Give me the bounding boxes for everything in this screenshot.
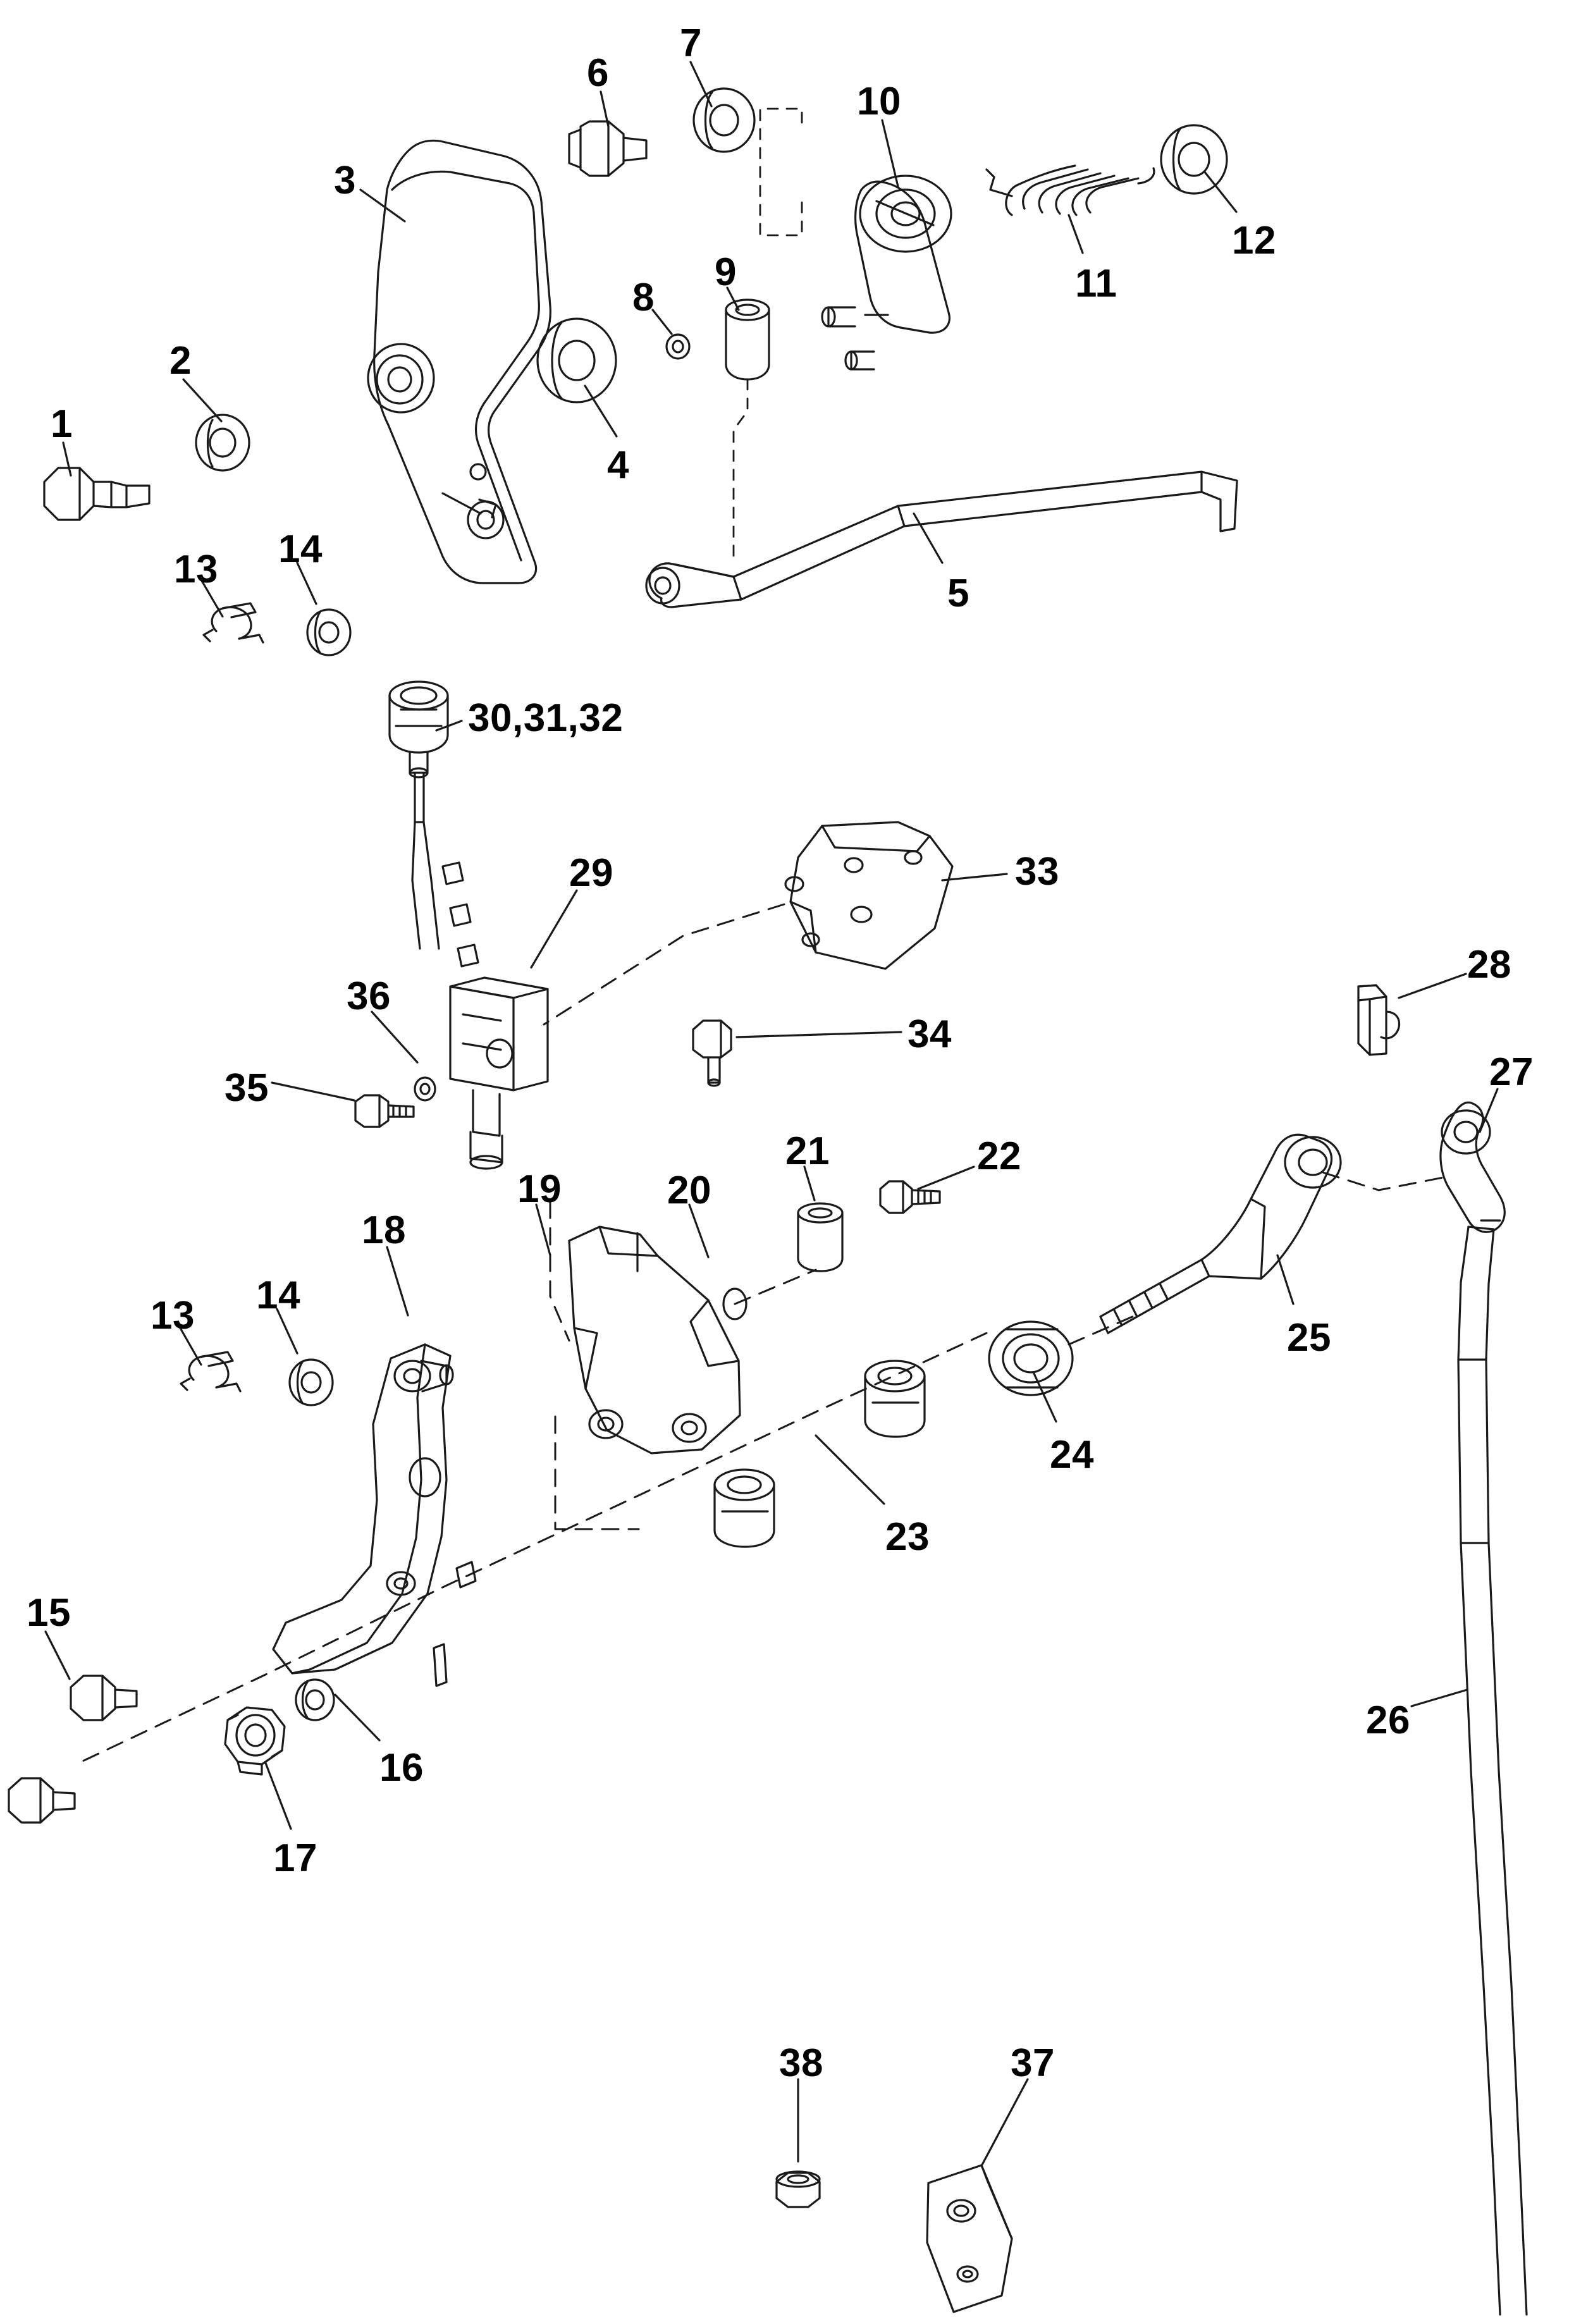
leader-line-11 xyxy=(1069,215,1083,253)
part-2-washer xyxy=(196,415,249,470)
callout-35: 35 xyxy=(225,1066,269,1110)
part-26-long-shift-rod xyxy=(1458,1227,1527,2315)
leader-line-22 xyxy=(918,1167,974,1189)
part-8-ball-bearing xyxy=(667,335,689,359)
callout-5: 5 xyxy=(947,572,969,615)
leader-line-5 xyxy=(914,513,942,563)
callout-14b: 14 xyxy=(256,1274,300,1317)
callout-34: 34 xyxy=(907,1012,952,1056)
leader-line-20 xyxy=(689,1205,708,1257)
part-37-anchor-plate xyxy=(927,2165,1012,2312)
part-34-mounting-bolt xyxy=(693,1021,731,1086)
part-14-washer-upper xyxy=(307,610,350,655)
part-7-washer-ring xyxy=(694,89,754,152)
part-17-lock-nut xyxy=(225,1707,285,1774)
callout-7: 7 xyxy=(680,22,702,65)
callout-18: 18 xyxy=(362,1208,406,1252)
callout-2: 2 xyxy=(169,339,192,383)
part-4-large-washer xyxy=(538,319,616,402)
leader-line-24 xyxy=(1034,1374,1056,1422)
part-15-hex-bolts xyxy=(9,1676,137,1823)
leader-line-23 xyxy=(816,1436,884,1504)
callout-24: 24 xyxy=(1050,1433,1094,1477)
callout-28: 28 xyxy=(1467,943,1511,987)
callout-33: 33 xyxy=(1015,850,1059,894)
part-29-shift-actuator xyxy=(412,822,548,1169)
part-9-spacer-bushing xyxy=(726,300,769,379)
callout-25: 25 xyxy=(1287,1316,1331,1360)
callout-21: 21 xyxy=(785,1129,830,1173)
leader-line-10 xyxy=(882,120,898,187)
leader-line-17 xyxy=(266,1763,291,1829)
callout-38: 38 xyxy=(779,2041,823,2085)
callout-13b: 13 xyxy=(151,1294,195,1337)
callout-10: 10 xyxy=(857,80,901,123)
part-21-bushing-sleeve xyxy=(798,1203,842,1271)
callout-36: 36 xyxy=(347,974,391,1018)
callout-6: 6 xyxy=(587,51,609,95)
callout-17: 17 xyxy=(273,1836,317,1880)
callout-1: 1 xyxy=(51,402,73,446)
callout-19: 19 xyxy=(517,1167,562,1211)
part-5-throttle-link-rod xyxy=(646,472,1237,607)
leader-line-2 xyxy=(183,379,221,421)
part-35-screw xyxy=(355,1095,414,1127)
part-10-cam-follower xyxy=(822,176,951,369)
part-36-small-washer xyxy=(415,1078,435,1100)
leader-line-3 xyxy=(360,190,405,221)
part-6-shoulder-bolt xyxy=(569,121,646,176)
callout-20: 20 xyxy=(667,1169,711,1212)
part-18-shift-bracket-plate xyxy=(273,1344,476,1686)
leader-line-28 xyxy=(1399,974,1466,998)
leader-line-35 xyxy=(272,1083,354,1100)
callout-37: 37 xyxy=(1011,2041,1055,2085)
callout-30,31,32: 30,31,32 xyxy=(468,696,624,740)
callout-16: 16 xyxy=(379,1746,424,1790)
callout-22: 22 xyxy=(977,1134,1021,1178)
part-24-cable-end-collar xyxy=(989,1322,1073,1395)
part-27-rod-end-connector xyxy=(1441,1102,1504,1232)
leader-line-19 xyxy=(536,1205,550,1255)
part-12-washer xyxy=(1161,125,1227,194)
callout-9: 9 xyxy=(715,250,737,294)
part-19-shift-lever-plate xyxy=(569,1227,740,1453)
leader-line-26 xyxy=(1412,1690,1467,1706)
part-38-hex-nut xyxy=(777,2172,820,2207)
leader-line-1 xyxy=(63,443,71,476)
part-16-washer xyxy=(296,1680,334,1720)
part-22-set-screw xyxy=(880,1181,940,1213)
part-1-hex-bolt xyxy=(44,468,149,520)
part-14-washer-lower xyxy=(290,1360,333,1405)
callout-14: 14 xyxy=(278,527,323,571)
leader-line-34 xyxy=(737,1032,901,1037)
leader-line-29 xyxy=(531,890,577,968)
part-11-coil-spring xyxy=(987,166,1154,215)
part-28-retaining-clip xyxy=(1358,985,1400,1055)
part-25-shift-cable-barrel xyxy=(1100,1134,1341,1333)
leader-line-37 xyxy=(981,2079,1028,2166)
part-30-31-32-connector xyxy=(390,682,448,822)
leader-line-8 xyxy=(653,310,672,334)
leader-line-25 xyxy=(1277,1255,1293,1304)
callout-12: 12 xyxy=(1232,219,1276,262)
leader-line-18 xyxy=(387,1247,408,1315)
part-33-mounting-bracket xyxy=(785,822,952,969)
part-13-retainer-clip-upper xyxy=(204,603,263,642)
callout-26: 26 xyxy=(1366,1699,1410,1742)
part-13-retainer-clip-lower xyxy=(181,1352,240,1391)
leader-line-16 xyxy=(335,1695,379,1740)
callout-27: 27 xyxy=(1489,1050,1534,1094)
leader-line-36 xyxy=(372,1012,417,1062)
leader-line-15 xyxy=(46,1632,70,1679)
callout-3: 3 xyxy=(334,159,356,202)
callout-13: 13 xyxy=(174,548,218,591)
callout-11: 11 xyxy=(1075,262,1117,305)
callout-15: 15 xyxy=(27,1591,71,1635)
leader-line-33 xyxy=(942,874,1007,880)
part-3-throttle-lever xyxy=(368,140,550,583)
callout-4: 4 xyxy=(607,443,629,487)
callout-8: 8 xyxy=(632,276,655,319)
callout-23: 23 xyxy=(885,1515,930,1559)
callout-29: 29 xyxy=(569,851,613,895)
